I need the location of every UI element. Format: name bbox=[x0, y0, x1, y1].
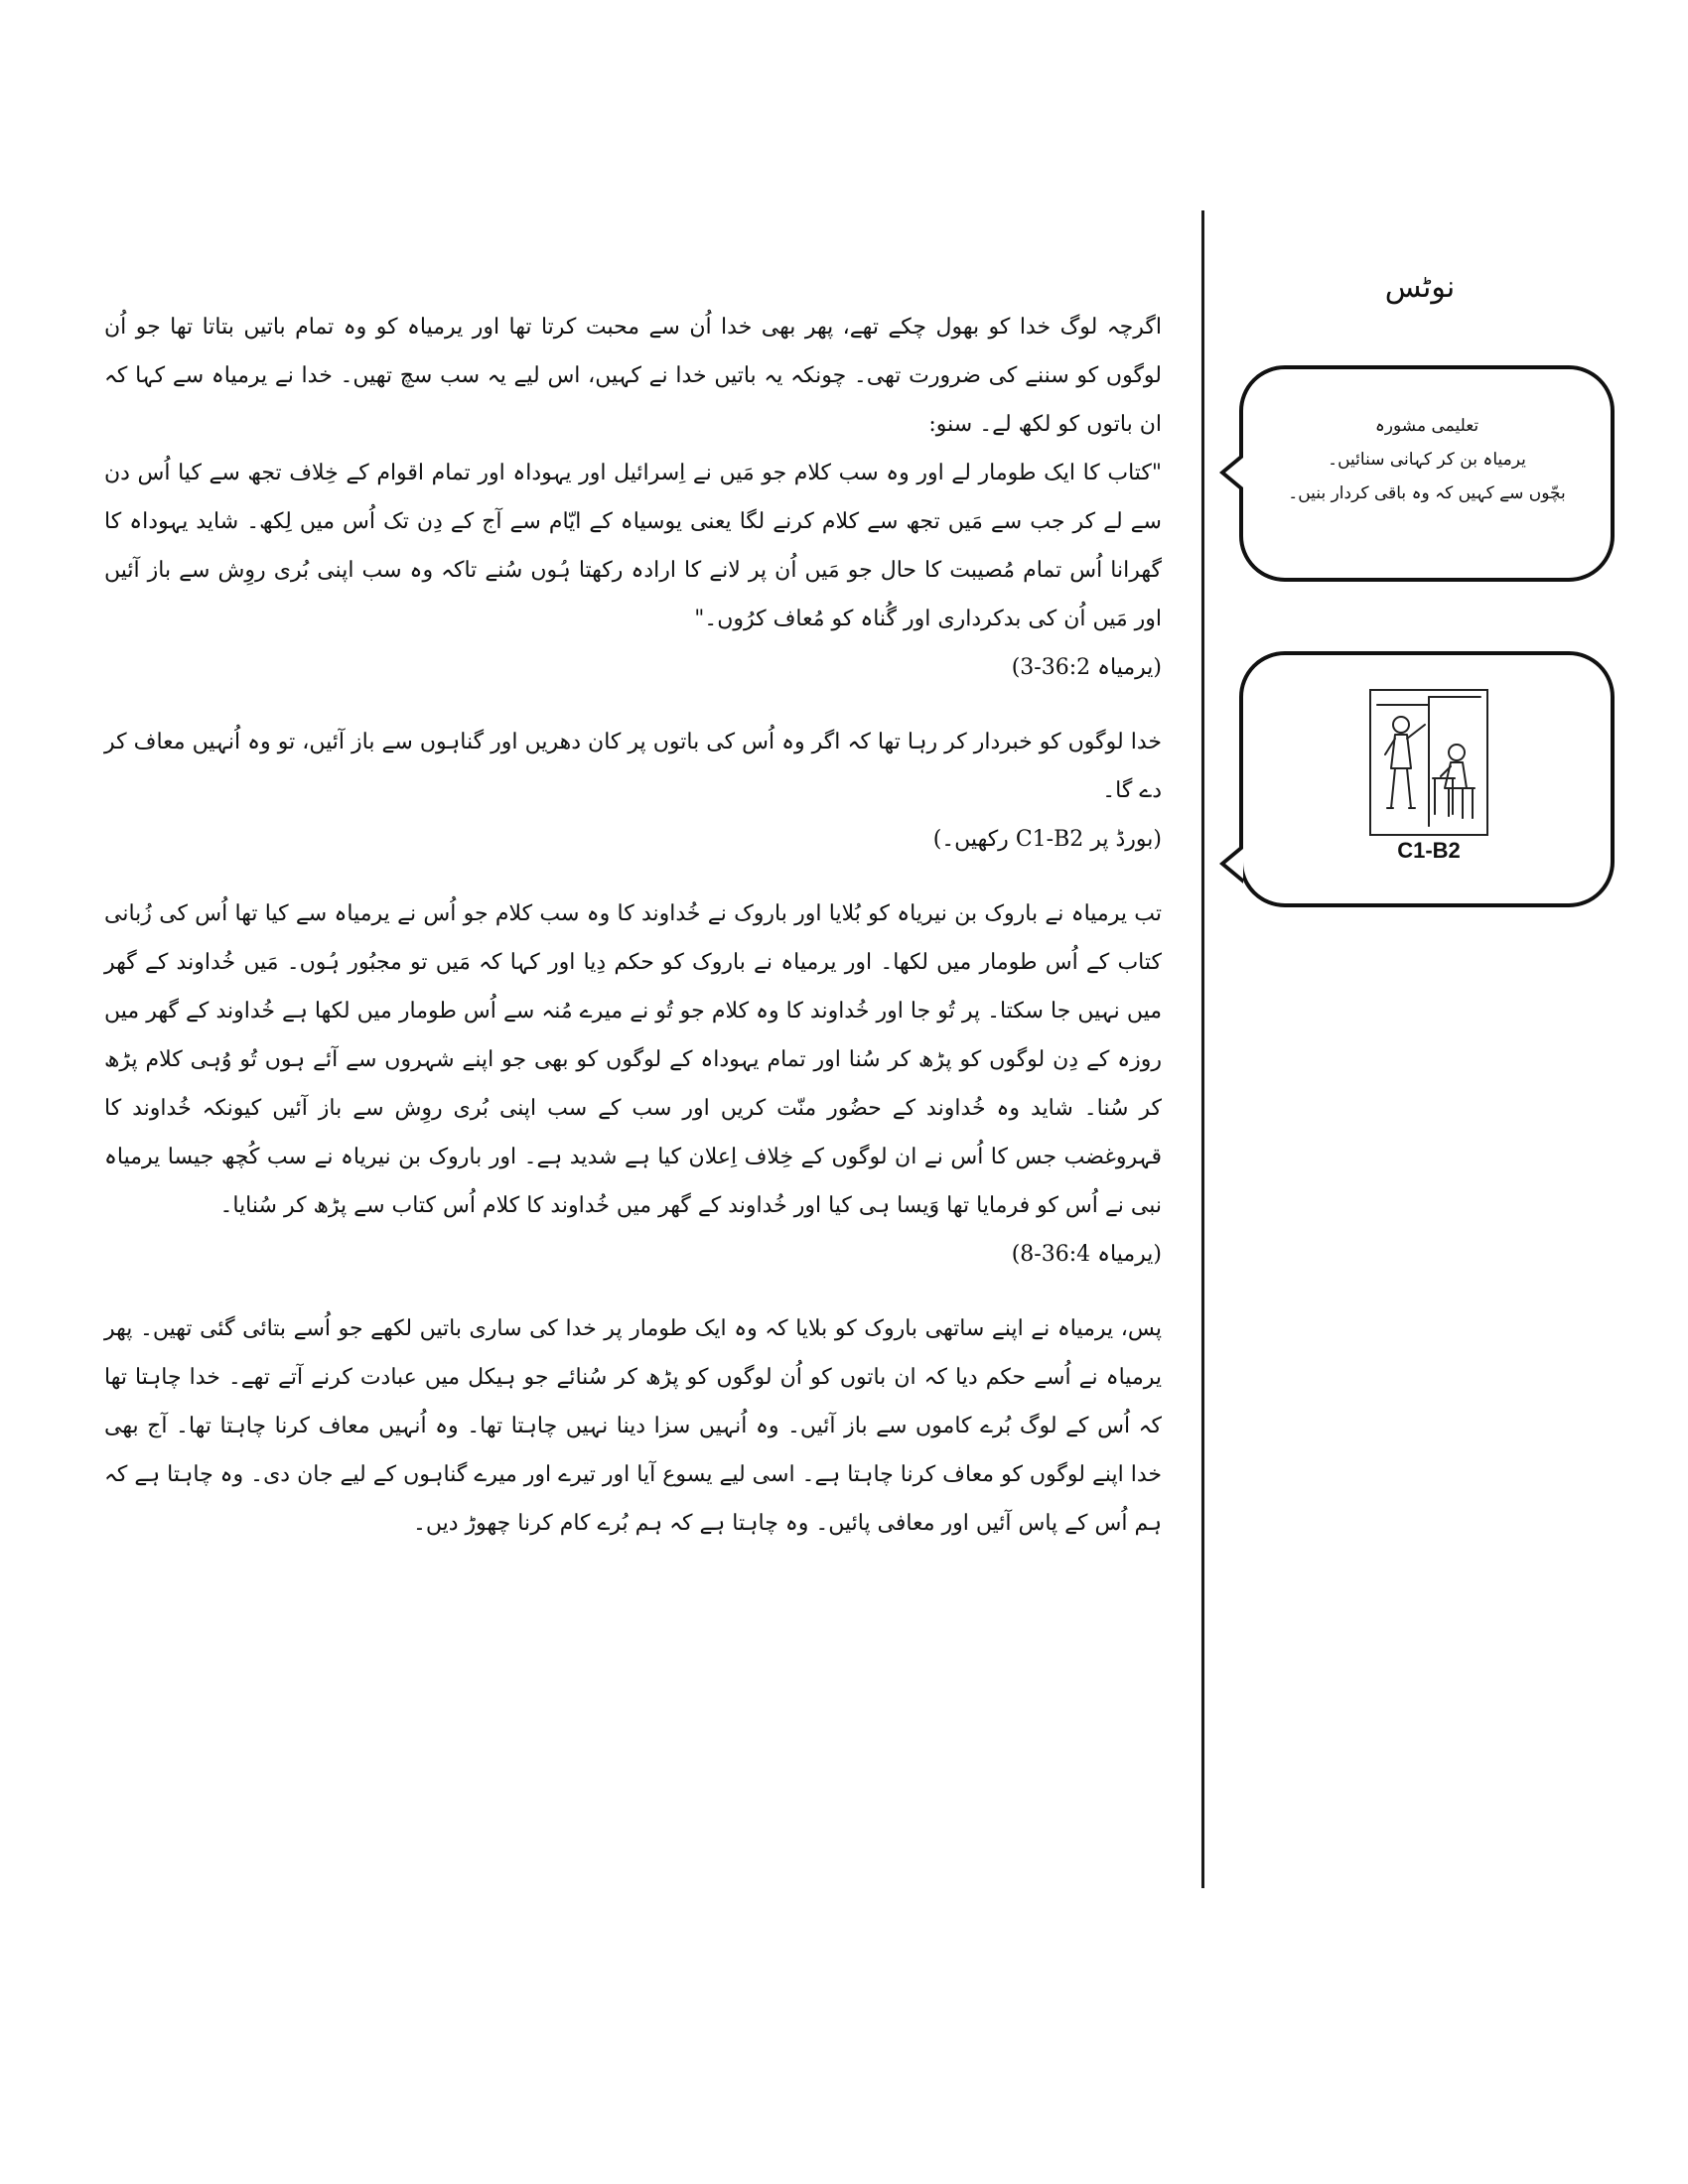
lesson-body bbox=[104, 303, 1162, 1548]
paragraph-intro bbox=[104, 303, 1162, 449]
picture-bubble bbox=[1239, 651, 1615, 907]
board-instruction bbox=[104, 815, 1162, 864]
scripture-reference-1: (یرمیاہ 36:2-3) bbox=[1011, 655, 1162, 680]
notes-heading: نوٹس bbox=[1384, 270, 1456, 305]
scripture-quote-2: تب یرمیاہ نے باروک بن نیریاہ کو بُلایا اور باروک نے خُداوند کا وہ سب کلام جو اُس نے یرمیاہ سے کیا تھا اُس کی زُبانی کتاب کے اُس طومار میں لکھا۔ اور یرمیاہ نے باروک کو حکم دِیا اور کہا کہ مَیں تو مجبُور ہُوں۔ مَیں خُداوند کے گھر میں نہیں جا سکتا۔ پر تُو جا اور خُداوند کا وہ کلام جو تُو نے میرے مُنہ سے اُس طومار میں لکھا ہے خُداوند کے گھر میں روزہ کے دِن لوگوں کو پڑھ کر سُنا اور تمام یہوداہ کے لوگوں کو بھی جو اپنے شہروں سے آئے ہوں تُو وُہی کلام پڑھ کر سُنا۔ شاید وہ خُداوند کے حضُور منّت کریں اور سب کے سب اپنی بُری روِش سے باز آئیں کیونکہ خُداوند کا قہروغضب جس کا اُس نے ان لوگوں کے خِلاف اِعلان کیا ہے شدید ہے۔ اور باروک بن نیریاہ نے سب کُچھ جیسا یرمیاہ نبی نے اُس کو فرمایا تھا وَیسا ہی کیا اور خُداوند کے گھر میں خُداوند کا کلام اُس کتاب سے پڑھ کر سُنایا۔ bbox=[104, 901, 1162, 1218]
teaching-tip-bubble bbox=[1239, 365, 1615, 582]
picture-code-label: C1-B2 bbox=[1397, 838, 1461, 863]
board-instruction-code: C1-B2 bbox=[1015, 827, 1084, 852]
intro-line-1: اگرچہ لوگ خدا کو بھول چکے تھے، پھر بھی خدا اُن سے محبت کرتا تھا اور یرمیاہ کو وہ تمام باتیں بتاتا تھا جو اُن لوگوں کو سننے کی ضرورت تھی۔ چونکہ یہ bbox=[104, 315, 1162, 388]
teaching-tip-line-2: بچّوں سے کہیں کہ وہ باقی کردار بنیں۔ bbox=[1288, 483, 1566, 503]
column-divider bbox=[1201, 210, 1204, 1888]
paragraph-application: پس، یرمیاہ نے اپنے ساتھی باروک کو بلایا کہ وہ ایک طومار پر خدا کی ساری باتیں لکھے جو اُسے بتائی گئی تھیں۔ پھر یرمیاہ نے اُسے حکم دیا کہ ان باتوں کو اُن لوگوں کو پڑھ کر سُنائے جو ہیکل میں عبادت کرنے آتے تھے۔ خدا چاہتا تھا کہ اُس کے لوگ بُرے کاموں سے باز آئیں۔ وہ اُنہیں سزا دینا نہیں چاہتا تھا۔ وہ اُنہیں معاف کرنا چاہتا تھا۔ آج بھی خدا اپنے لوگوں کو معاف کرنا چاہتا ہے۔ اسی لیے یسوع آیا اور تیرے اور میرے گناہوں کے لیے جان دی۔ وہ چاہتا ہے کہ ہم اُس کے پاس آئیں اور معافی پائیں۔ وہ چاہتا ہے کہ ہم بُرے کام کرنا چھوڑ دیں۔ bbox=[104, 1316, 1162, 1536]
bubble-pointer bbox=[1219, 453, 1243, 492]
teaching-tip-heading: تعلیمی مشورہ bbox=[1374, 416, 1479, 436]
scripture-quote-1: "کتاب کا ایک طومار لے اور وہ سب کلام جو مَیں نے اِسرائیل اور یہوداہ اور تمام اقوام کے خِلاف تجھ سے کیا اُس دن سے لے کر جب سے مَیں تجھ سے کلام کرنے لگا یعنی یوسیاہ کے ایّام سے آج کے دِن تک اُس میں لِکھ۔ شاید یہوداہ کا گھرانا اُس تمام مُصیبت کا حال جو مَیں اُن پر لانے کا ارادہ رکھتا ہُوں سُنے تاکہ وہ سب اپنی بُری روِش سے باز آئیں اور مَیں اُن کی بدکرداری اور گُناہ کو مُعاف کرُوں۔" bbox=[104, 461, 1162, 631]
teacher-at-board-icon bbox=[1371, 691, 1486, 834]
teacher-student-illustration bbox=[1369, 689, 1488, 836]
bubble-pointer bbox=[1219, 844, 1243, 884]
teaching-tip bbox=[1263, 409, 1591, 510]
board-instruction-post: رکھیں۔) bbox=[932, 827, 1009, 852]
paragraph-warning: خدا لوگوں کو خبردار کر رہا تھا کہ اگر وہ اُس کی باتوں پر کان دھریں اور گناہوں سے باز آئیں، تو وہ اُنہیں معاف کر دے گا۔ bbox=[104, 730, 1162, 803]
teaching-tip-line-1: یرمیاہ بن کر کہانی سنائیں۔ bbox=[1328, 450, 1526, 470]
scripture-reference-2: (یرمیاہ 36:4-8) bbox=[1011, 1242, 1162, 1267]
intro-line-2: باتیں خدا نے کہیں، اس لیے یہ سب سچ تھیں۔ خدا نے یرمیاہ سے کہا کہ ان باتوں کو لکھ لے۔ سنو: bbox=[104, 363, 1162, 437]
board-instruction-pre: (بورڈ پر bbox=[1090, 827, 1162, 852]
